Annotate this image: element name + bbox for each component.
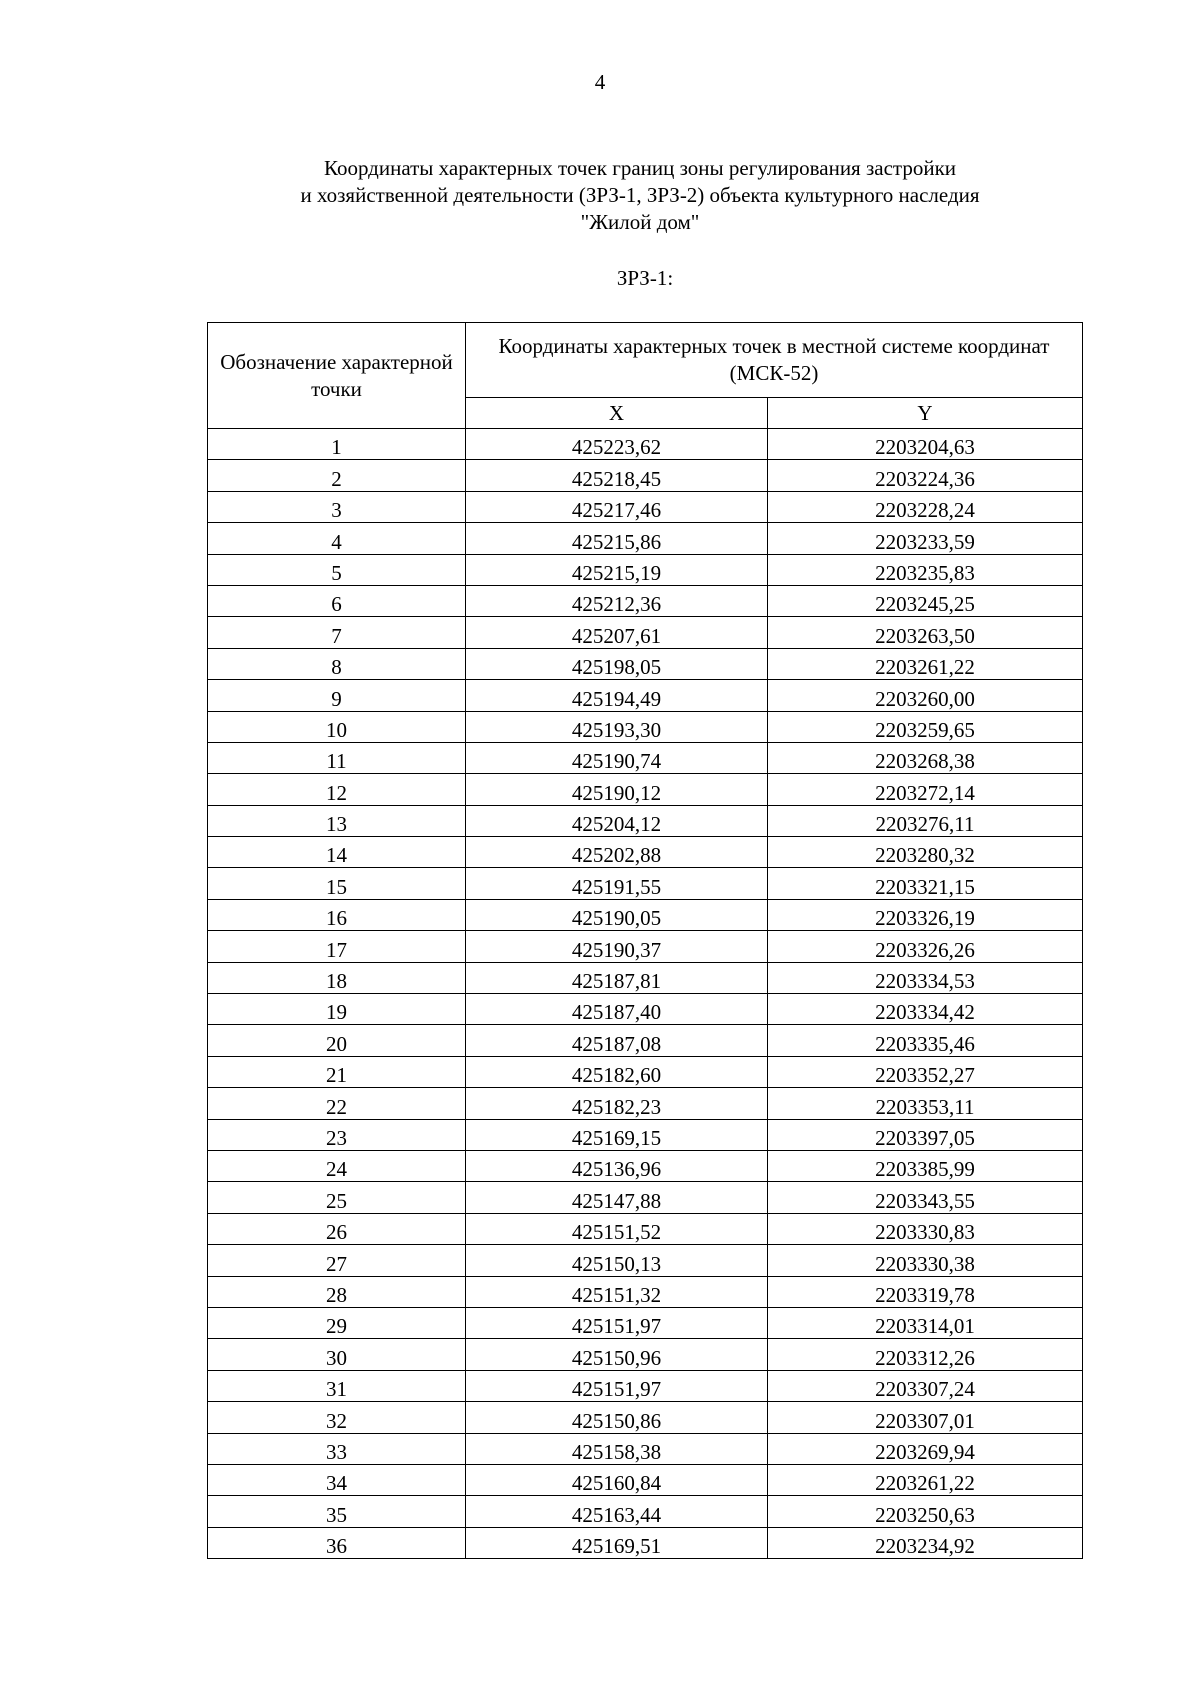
table-row xyxy=(208,680,1083,711)
table-row xyxy=(208,1307,1083,1338)
x-coordinate-cell: 425150,86 xyxy=(466,1402,768,1433)
y-coordinate-cell: 2203307,01 xyxy=(768,1402,1083,1433)
point-cell: 27 xyxy=(208,1245,466,1276)
x-coordinate-cell: 425198,05 xyxy=(466,648,768,679)
x-coordinate-cell: 425151,32 xyxy=(466,1276,768,1307)
y-coordinate-cell: 2203334,42 xyxy=(768,994,1083,1025)
y-coordinate-cell: 2203307,24 xyxy=(768,1370,1083,1401)
point-cell: 10 xyxy=(208,711,466,742)
zone-label: ЗРЗ-1: xyxy=(616,266,674,290)
y-coordinate-cell: 2203224,36 xyxy=(768,460,1083,491)
point-cell: 13 xyxy=(208,805,466,836)
point-cell: 18 xyxy=(208,962,466,993)
table-row xyxy=(208,1433,1083,1464)
table-row xyxy=(208,1496,1083,1527)
table-row xyxy=(208,523,1083,554)
y-coordinate-cell: 2203204,63 xyxy=(768,429,1083,460)
table-row xyxy=(208,899,1083,930)
x-coordinate-cell: 425150,13 xyxy=(466,1245,768,1276)
y-coordinate-cell: 2203233,59 xyxy=(768,523,1083,554)
point-cell: 32 xyxy=(208,1402,466,1433)
point-cell: 20 xyxy=(208,1025,466,1056)
x-coordinate-cell: 425190,12 xyxy=(466,774,768,805)
table-row xyxy=(208,1339,1083,1370)
point-cell: 30 xyxy=(208,1339,466,1370)
table-row xyxy=(208,1025,1083,1056)
table-row xyxy=(208,1402,1083,1433)
point-cell: 28 xyxy=(208,1276,466,1307)
y-coordinate-cell: 2203268,38 xyxy=(768,742,1083,773)
table-row xyxy=(208,1150,1083,1181)
point-cell: 9 xyxy=(208,680,466,711)
table-row xyxy=(208,1370,1083,1401)
table-row xyxy=(208,1088,1083,1119)
table-row xyxy=(208,1464,1083,1495)
point-cell: 21 xyxy=(208,1056,466,1087)
y-coordinate-cell: 2203235,83 xyxy=(768,554,1083,585)
point-cell: 33 xyxy=(208,1433,466,1464)
point-cell: 22 xyxy=(208,1088,466,1119)
table-row xyxy=(208,648,1083,679)
y-coordinate-cell: 2203330,38 xyxy=(768,1245,1083,1276)
point-cell: 29 xyxy=(208,1307,466,1338)
y-coordinate-cell: 2203353,11 xyxy=(768,1088,1083,1119)
table-row xyxy=(208,1056,1083,1087)
table-row xyxy=(208,837,1083,868)
table-row xyxy=(208,460,1083,491)
point-cell: 25 xyxy=(208,1182,466,1213)
x-coordinate-cell: 425190,05 xyxy=(466,899,768,930)
point-cell: 26 xyxy=(208,1213,466,1244)
x-coordinate-cell: 425187,81 xyxy=(466,962,768,993)
point-cell: 24 xyxy=(208,1150,466,1181)
table-row xyxy=(208,491,1083,522)
x-coordinate-cell: 425169,15 xyxy=(466,1119,768,1150)
y-coordinate-cell: 2203330,83 xyxy=(768,1213,1083,1244)
y-coordinate-cell: 2203245,25 xyxy=(768,585,1083,616)
y-coordinate-cell: 2203261,22 xyxy=(768,1464,1083,1495)
x-coordinate-cell: 425147,88 xyxy=(466,1182,768,1213)
y-coordinate-cell: 2203263,50 xyxy=(768,617,1083,648)
point-cell: 11 xyxy=(208,742,466,773)
y-coordinate-cell: 2203319,78 xyxy=(768,1276,1083,1307)
point-cell: 8 xyxy=(208,648,466,679)
point-cell: 23 xyxy=(208,1119,466,1150)
point-cell: 1 xyxy=(208,429,466,460)
y-coordinate-cell: 2203259,65 xyxy=(768,711,1083,742)
point-cell: 12 xyxy=(208,774,466,805)
x-coordinate-cell: 425151,97 xyxy=(466,1307,768,1338)
x-coordinate-cell: 425182,60 xyxy=(466,1056,768,1087)
y-coordinate-cell: 2203335,46 xyxy=(768,1025,1083,1056)
x-coordinate-cell: 425202,88 xyxy=(466,837,768,868)
x-coordinate-cell: 425207,61 xyxy=(466,617,768,648)
table-row xyxy=(208,994,1083,1025)
y-coordinate-cell: 2203234,92 xyxy=(768,1527,1083,1558)
y-coordinate-cell: 2203260,00 xyxy=(768,680,1083,711)
x-coordinate-cell: 425204,12 xyxy=(466,805,768,836)
point-cell: 16 xyxy=(208,899,466,930)
table-row xyxy=(208,617,1083,648)
document-title xyxy=(150,155,1130,236)
table-row xyxy=(208,554,1083,585)
point-cell: 36 xyxy=(208,1527,466,1558)
x-coordinate-cell: 425163,44 xyxy=(466,1496,768,1527)
x-coordinate-cell: 425191,55 xyxy=(466,868,768,899)
y-coordinate-cell: 2203261,22 xyxy=(768,648,1083,679)
y-coordinate-cell: 2203352,27 xyxy=(768,1056,1083,1087)
y-coordinate-cell: 2203228,24 xyxy=(768,491,1083,522)
y-coordinate-cell: 2203272,14 xyxy=(768,774,1083,805)
x-coordinate-cell: 425215,86 xyxy=(466,523,768,554)
point-cell: 19 xyxy=(208,994,466,1025)
header-y: Y xyxy=(768,398,1083,429)
table-row xyxy=(208,962,1083,993)
x-coordinate-cell: 425218,45 xyxy=(466,460,768,491)
x-coordinate-cell: 425158,38 xyxy=(466,1433,768,1464)
table-row xyxy=(208,774,1083,805)
coordinates-table-body xyxy=(208,429,1083,1559)
header-x: X xyxy=(466,398,768,429)
y-coordinate-cell: 2203385,99 xyxy=(768,1150,1083,1181)
point-cell: 7 xyxy=(208,617,466,648)
table-row xyxy=(208,429,1083,460)
x-coordinate-cell: 425212,36 xyxy=(466,585,768,616)
table-row xyxy=(208,931,1083,962)
point-cell: 15 xyxy=(208,868,466,899)
x-coordinate-cell: 425160,84 xyxy=(466,1464,768,1495)
x-coordinate-cell: 425217,46 xyxy=(466,491,768,522)
point-cell: 35 xyxy=(208,1496,466,1527)
title-line-3: "Жилой дом" xyxy=(580,210,700,234)
table-row xyxy=(208,711,1083,742)
x-coordinate-cell: 425190,74 xyxy=(466,742,768,773)
header-point-designation: Обозначение характерной точки xyxy=(208,323,466,429)
page-number: 4 xyxy=(594,70,606,94)
y-coordinate-cell: 2203326,26 xyxy=(768,931,1083,962)
table-row xyxy=(208,585,1083,616)
point-cell: 6 xyxy=(208,585,466,616)
y-coordinate-cell: 2203326,19 xyxy=(768,899,1083,930)
coordinates-table xyxy=(207,322,1083,1559)
table-row xyxy=(208,742,1083,773)
y-coordinate-cell: 2203269,94 xyxy=(768,1433,1083,1464)
y-coordinate-cell: 2203250,63 xyxy=(768,1496,1083,1527)
point-cell: 3 xyxy=(208,491,466,522)
y-coordinate-cell: 2203321,15 xyxy=(768,868,1083,899)
y-coordinate-cell: 2203280,32 xyxy=(768,837,1083,868)
y-coordinate-cell: 2203334,53 xyxy=(768,962,1083,993)
x-coordinate-cell: 425187,40 xyxy=(466,994,768,1025)
point-cell: 2 xyxy=(208,460,466,491)
x-coordinate-cell: 425194,49 xyxy=(466,680,768,711)
point-cell: 5 xyxy=(208,554,466,585)
x-coordinate-cell: 425223,62 xyxy=(466,429,768,460)
x-coordinate-cell: 425190,37 xyxy=(466,931,768,962)
y-coordinate-cell: 2203397,05 xyxy=(768,1119,1083,1150)
table-row xyxy=(208,1213,1083,1244)
y-coordinate-cell: 2203312,26 xyxy=(768,1339,1083,1370)
x-coordinate-cell: 425136,96 xyxy=(466,1150,768,1181)
y-coordinate-cell: 2203314,01 xyxy=(768,1307,1083,1338)
table-row xyxy=(208,1119,1083,1150)
x-coordinate-cell: 425193,30 xyxy=(466,711,768,742)
table-row xyxy=(208,1182,1083,1213)
point-cell: 34 xyxy=(208,1464,466,1495)
table-row xyxy=(208,1527,1083,1558)
header-coordinates: Координаты характерных точек в местной системе координат (МСК-52) xyxy=(466,323,1083,398)
point-cell: 14 xyxy=(208,837,466,868)
x-coordinate-cell: 425215,19 xyxy=(466,554,768,585)
x-coordinate-cell: 425150,96 xyxy=(466,1339,768,1370)
table-row xyxy=(208,1245,1083,1276)
table-row xyxy=(208,868,1083,899)
title-line-2: и хозяйственной деятельности (ЗРЗ-1, ЗРЗ-2) объекта культурного наследия xyxy=(300,183,980,207)
point-cell: 17 xyxy=(208,931,466,962)
point-cell: 4 xyxy=(208,523,466,554)
table-row xyxy=(208,805,1083,836)
y-coordinate-cell: 2203343,55 xyxy=(768,1182,1083,1213)
point-cell: 31 xyxy=(208,1370,466,1401)
x-coordinate-cell: 425169,51 xyxy=(466,1527,768,1558)
x-coordinate-cell: 425187,08 xyxy=(466,1025,768,1056)
table-row xyxy=(208,1276,1083,1307)
x-coordinate-cell: 425182,23 xyxy=(466,1088,768,1119)
x-coordinate-cell: 425151,97 xyxy=(466,1370,768,1401)
x-coordinate-cell: 425151,52 xyxy=(466,1213,768,1244)
y-coordinate-cell: 2203276,11 xyxy=(768,805,1083,836)
title-line-1: Координаты характерных точек границ зоны регулирования застройки xyxy=(323,156,957,180)
